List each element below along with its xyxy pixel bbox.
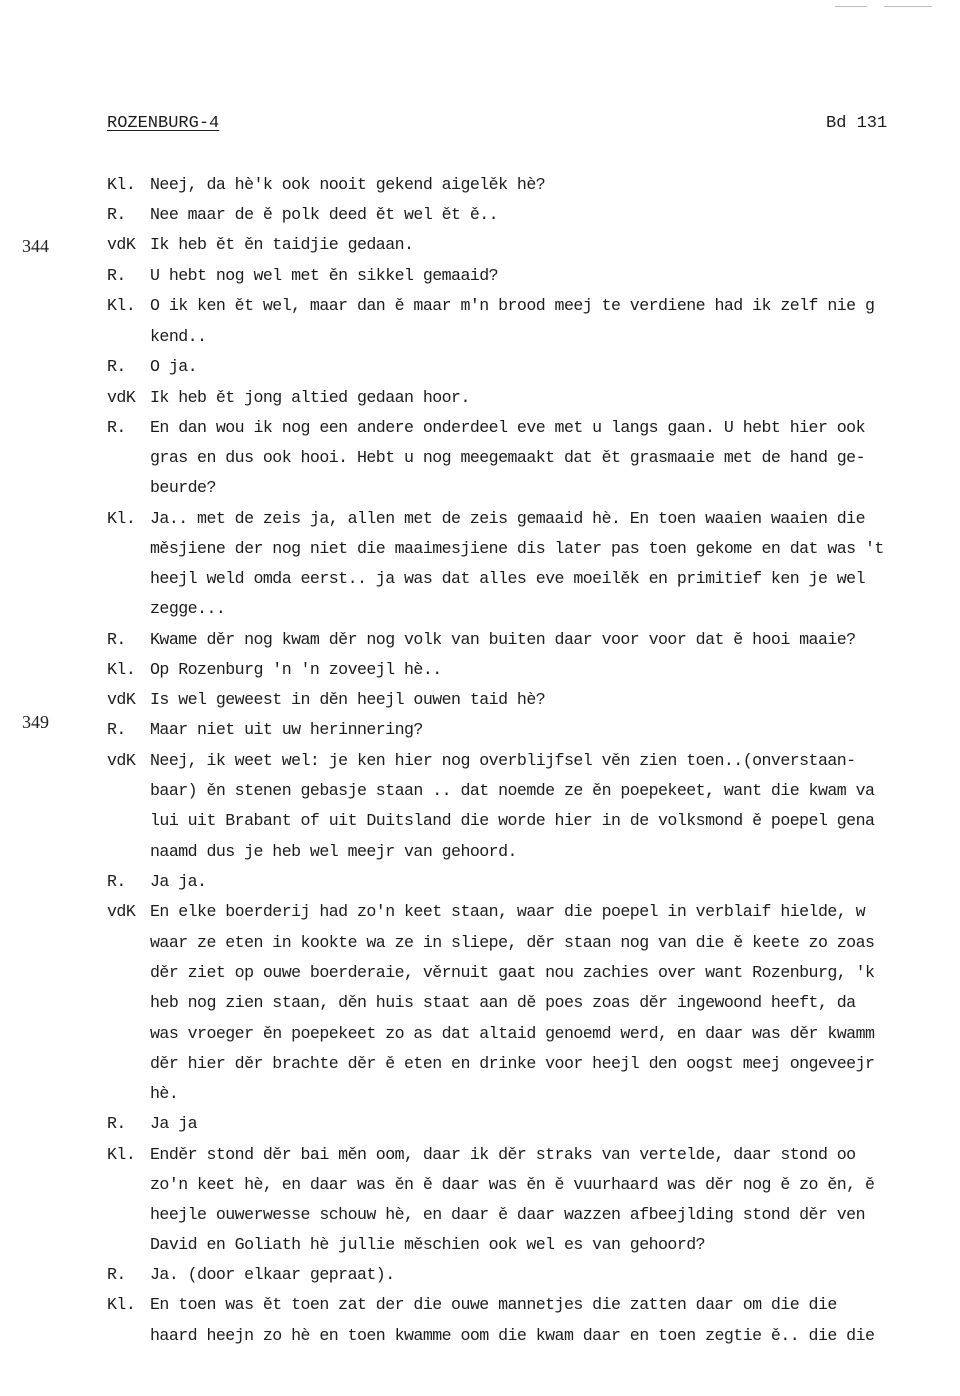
speaker-label: vdK — [107, 388, 136, 407]
speaker-label: Kl. — [107, 1145, 136, 1164]
transcript-line — [107, 628, 960, 652]
utterance-text: waar ze eten in kookte wa ze in sliepe, děr staan nog van die ě keete zo zoas — [150, 933, 875, 952]
utterance-text: lui uit Brabant of uit Duitsland die worde hier in de volksmond ě poepel gena — [150, 811, 875, 830]
utterance-text: David en Goliath hè jullie měschien ook wel es van gehoord? — [150, 1235, 706, 1254]
utterance-text: Ja ja — [150, 1114, 198, 1133]
utterance-text: Ja.. met de zeis ja, allen met de zeis gemaaid hè. En toen waaien waaien die — [150, 509, 865, 528]
transcript-line — [107, 961, 960, 985]
utterance-text: heejle ouwerwesse schouw hè, en daar ě daar wazzen afbeejlding stond děr ven — [150, 1205, 865, 1224]
transcript-line — [107, 1173, 960, 1197]
speaker-label: Kl. — [107, 509, 136, 528]
document-title: ROZENBURG-4 — [107, 114, 220, 133]
transcript-line — [107, 1293, 960, 1317]
speaker-label: R. — [107, 357, 126, 376]
transcript-line — [107, 1143, 960, 1167]
utterance-text: Neej, da hè'k ook nooit gekend aigelěk hè? — [150, 175, 546, 194]
transcript-line — [107, 749, 960, 773]
speaker-label: R. — [107, 1265, 126, 1284]
transcript-line — [107, 1082, 960, 1106]
utterance-text: U hebt nog wel met ěn sikkel gemaaid? — [150, 266, 499, 285]
utterance-text: Ik heb ět ěn taidjie gedaan. — [150, 235, 414, 254]
utterance-text: beurde? — [150, 478, 216, 497]
transcript-line — [107, 476, 960, 500]
transcript-line — [107, 840, 960, 864]
transcript-line — [107, 718, 960, 742]
utterance-text: děr ziet op ouwe boerderaie, věrnuit gaat nou zachies over want Rozenburg, 'k — [150, 963, 875, 982]
speaker-label: R. — [107, 266, 126, 285]
transcript-line — [107, 688, 960, 712]
utterance-text: O ja. — [150, 357, 198, 376]
utterance-text: zegge... — [150, 599, 226, 618]
transcript-line — [107, 1263, 960, 1287]
utterance-text: děr hier děr brachte děr ě eten en drinke voor heejl den oogst meej ongeveejr — [150, 1054, 875, 1073]
speaker-label: R. — [107, 872, 126, 891]
top-rule-right — [884, 6, 932, 7]
page-number: Bd 131 — [826, 114, 888, 133]
utterance-text: Is wel geweest in děn heejl ouwen taid hè? — [150, 690, 546, 709]
utterance-text: baar) ěn stenen gebasje staan .. dat noemde ze ěn poepekeet, want die kwam va — [150, 781, 875, 800]
transcript-line — [107, 900, 960, 924]
transcript-line — [107, 658, 960, 682]
utterance-text: haard heejn zo hè en toen kwamme oom die kwam daar en toen zegtie ě.. die die — [150, 1326, 875, 1345]
speaker-label: R. — [107, 418, 126, 437]
utterance-text: heejl weld omda eerst.. ja was dat alles eve moeilěk en primitief ken je wel — [150, 569, 865, 588]
transcript-line — [107, 991, 960, 1015]
utterance-text: Nee maar de ě polk deed ět wel ět ě.. — [150, 205, 499, 224]
transcript-line — [107, 1112, 960, 1136]
utterance-text: En toen was ět toen zat der die ouwe mannetjes die zatten daar om die die — [150, 1295, 837, 1314]
utterance-text: En dan wou ik nog een andere onderdeel eve met u langs gaan. U hebt hier ook — [150, 418, 865, 437]
speaker-label: Kl. — [107, 296, 136, 315]
utterance-text: heb nog zien staan, děn huis staat aan dě poes zoas děr ingewoond heeft, da — [150, 993, 856, 1012]
transcript-line — [107, 325, 960, 349]
utterance-text: kend.. — [150, 327, 207, 346]
transcript-line — [107, 416, 960, 440]
transcript-line — [107, 537, 960, 561]
speaker-label: R. — [107, 720, 126, 739]
utterance-text: was vroeger ěn poepekeet zo as dat altaid genoemd werd, en daar was děr kwamm — [150, 1024, 875, 1043]
utterance-text: zo'n keet hè, en daar was ěn ě daar was ěn ě vuurhaard was děr nog ě zo ěn, ě — [150, 1175, 875, 1194]
margin-number: 344 — [22, 236, 49, 256]
transcript-line — [107, 597, 960, 621]
transcript-line — [107, 446, 960, 470]
speaker-label: vdK — [107, 235, 136, 254]
transcript-line — [107, 1052, 960, 1076]
utterance-text: hè. — [150, 1084, 179, 1103]
utterance-text: Maar niet uit uw herinnering? — [150, 720, 423, 739]
utterance-text: Ik heb ět jong altied gedaan hoor. — [150, 388, 470, 407]
transcript-line — [107, 870, 960, 894]
transcript-line — [107, 355, 960, 379]
speaker-label: Kl. — [107, 660, 136, 679]
transcript-line — [107, 1203, 960, 1227]
utterance-text: Kwame děr nog kwam děr nog volk van buiten daar voor voor dat ě hooi maaie? — [150, 630, 856, 649]
utterance-text: O ik ken ět wel, maar dan ě maar m'n brood meej te verdiene had ik zelf nie g — [150, 296, 875, 315]
utterance-text: Neej, ik weet wel: je ken hier nog overblijfsel věn zien toen..(onverstaan- — [150, 751, 856, 770]
speaker-label: Kl. — [107, 1295, 136, 1314]
speaker-label: vdK — [107, 902, 136, 921]
transcript-line — [107, 386, 960, 410]
transcript-line — [107, 1233, 960, 1257]
speaker-label: Kl. — [107, 175, 136, 194]
transcript-line — [107, 233, 960, 257]
speaker-label: vdK — [107, 751, 136, 770]
transcript-line — [107, 173, 960, 197]
top-rule-left — [835, 6, 867, 7]
speaker-label: R. — [107, 1114, 126, 1133]
utterance-text: měsjiene der nog niet die maaimesjiene dis later pas toen gekome en dat was 't — [150, 539, 884, 558]
transcript-line — [107, 507, 960, 531]
transcript-line — [107, 931, 960, 955]
utterance-text: Ja ja. — [150, 872, 207, 891]
speaker-label: vdK — [107, 690, 136, 709]
utterance-text: naamd dus je heb wel meejr van gehoord. — [150, 842, 517, 861]
speaker-label: R. — [107, 205, 126, 224]
speaker-label: R. — [107, 630, 126, 649]
transcript-line — [107, 203, 960, 227]
transcript-line — [107, 264, 960, 288]
utterance-text: gras en dus ook hooi. Hebt u nog meegemaakt dat ět grasmaaie met de hand ge- — [150, 448, 865, 467]
transcript-line — [107, 779, 960, 803]
transcript-line — [107, 567, 960, 591]
transcript-line — [107, 1022, 960, 1046]
utterance-text: Op Rozenburg 'n 'n zoveejl hè.. — [150, 660, 442, 679]
transcript-line — [107, 294, 960, 318]
utterance-text: En elke boerderij had zo'n keet staan, waar die poepel in verblaif hielde, w — [150, 902, 865, 921]
transcript-line — [107, 809, 960, 833]
utterance-text: Enděr stond děr bai měn oom, daar ik děr straks van vertelde, daar stond oo — [150, 1145, 856, 1164]
margin-number: 349 — [22, 712, 49, 732]
transcript-line — [107, 1324, 960, 1348]
utterance-text: Ja. (door elkaar gepraat). — [150, 1265, 395, 1284]
